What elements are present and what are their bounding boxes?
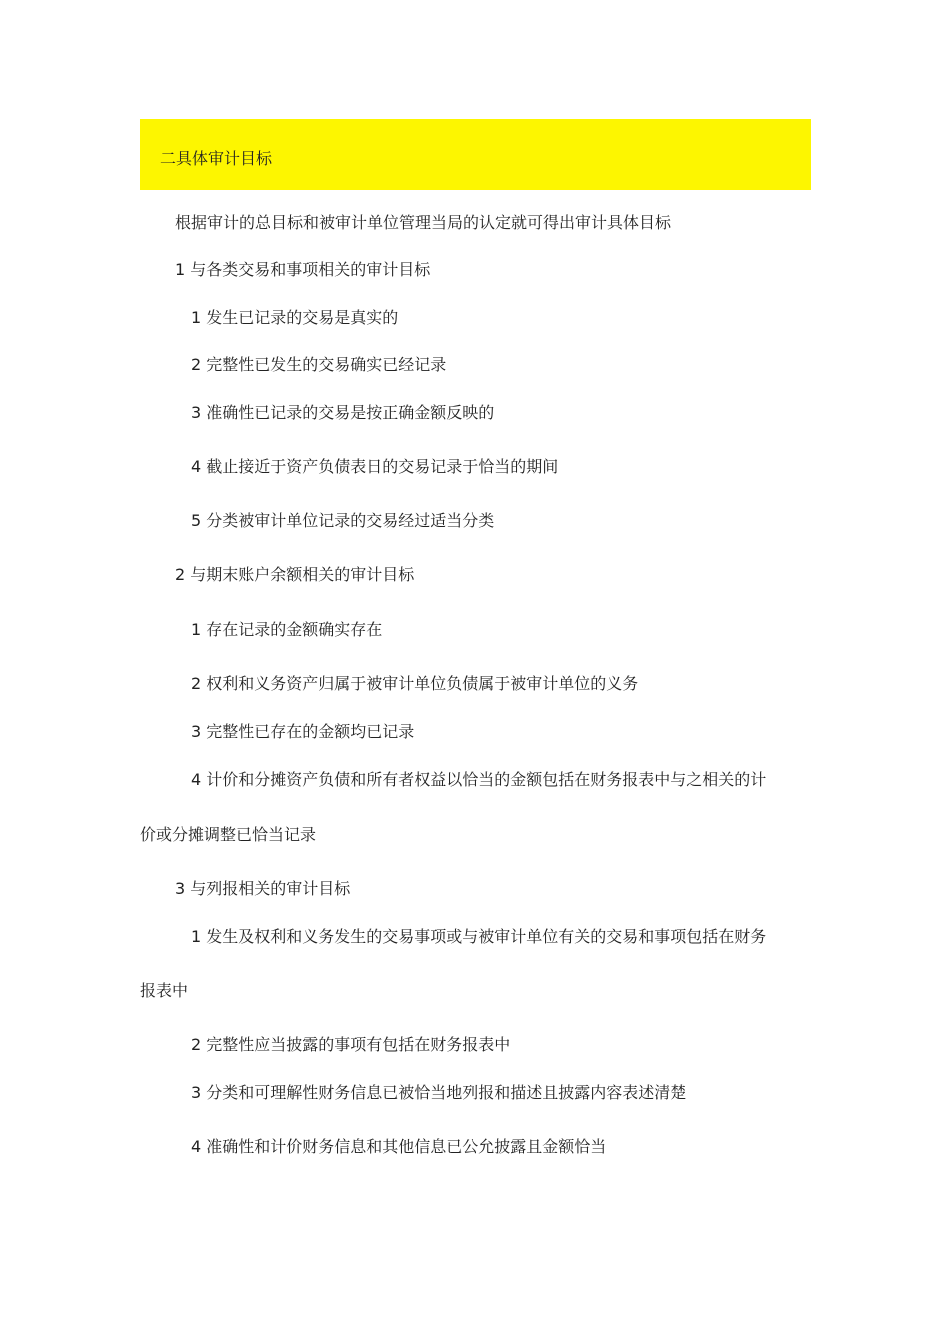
subsection-heading-presentation: 3 与列报相关的审计目标	[175, 879, 351, 898]
list-item: 2 完整性已发生的交易确实已经记录	[191, 355, 447, 374]
section-heading: 二具体审计目标	[160, 149, 273, 168]
intro-paragraph: 根据审计的总目标和被审计单位管理当局的认定就可得出审计具体目标	[175, 213, 672, 232]
list-item: 1 发生及权利和义务发生的交易事项或与被审计单位有关的交易和事项包括在财务	[191, 927, 767, 946]
list-item: 3 准确性已记录的交易是按正确金额反映的	[191, 403, 495, 422]
list-item: 1 发生已记录的交易是真实的	[191, 308, 399, 327]
list-item-continuation: 价或分摊调整已恰当记录	[140, 825, 317, 844]
list-item: 4 准确性和计价财务信息和其他信息已公允披露且金额恰当	[191, 1137, 607, 1156]
list-item: 4 计价和分摊资产负债和所有者权益以恰当的金额包括在财务报表中与之相关的计	[191, 770, 767, 789]
list-item: 3 分类和可理解性财务信息已被恰当地列报和描述且披露内容表述清楚	[191, 1083, 687, 1102]
list-item: 4 截止接近于资产负债表日的交易记录于恰当的期间	[191, 457, 559, 476]
list-item-continuation: 报表中	[140, 981, 189, 1000]
list-item: 1 存在记录的金额确实存在	[191, 620, 383, 639]
subsection-heading-transactions: 1 与各类交易和事项相关的审计目标	[175, 260, 431, 279]
list-item: 5 分类被审计单位记录的交易经过适当分类	[191, 511, 495, 530]
list-item: 2 权利和义务资产归属于被审计单位负债属于被审计单位的义务	[191, 674, 639, 693]
list-item: 3 完整性已存在的金额均已记录	[191, 722, 415, 741]
section-heading-box	[140, 119, 811, 190]
list-item: 2 完整性应当披露的事项有包括在财务报表中	[191, 1035, 511, 1054]
subsection-heading-balances: 2 与期末账户余额相关的审计目标	[175, 565, 415, 584]
